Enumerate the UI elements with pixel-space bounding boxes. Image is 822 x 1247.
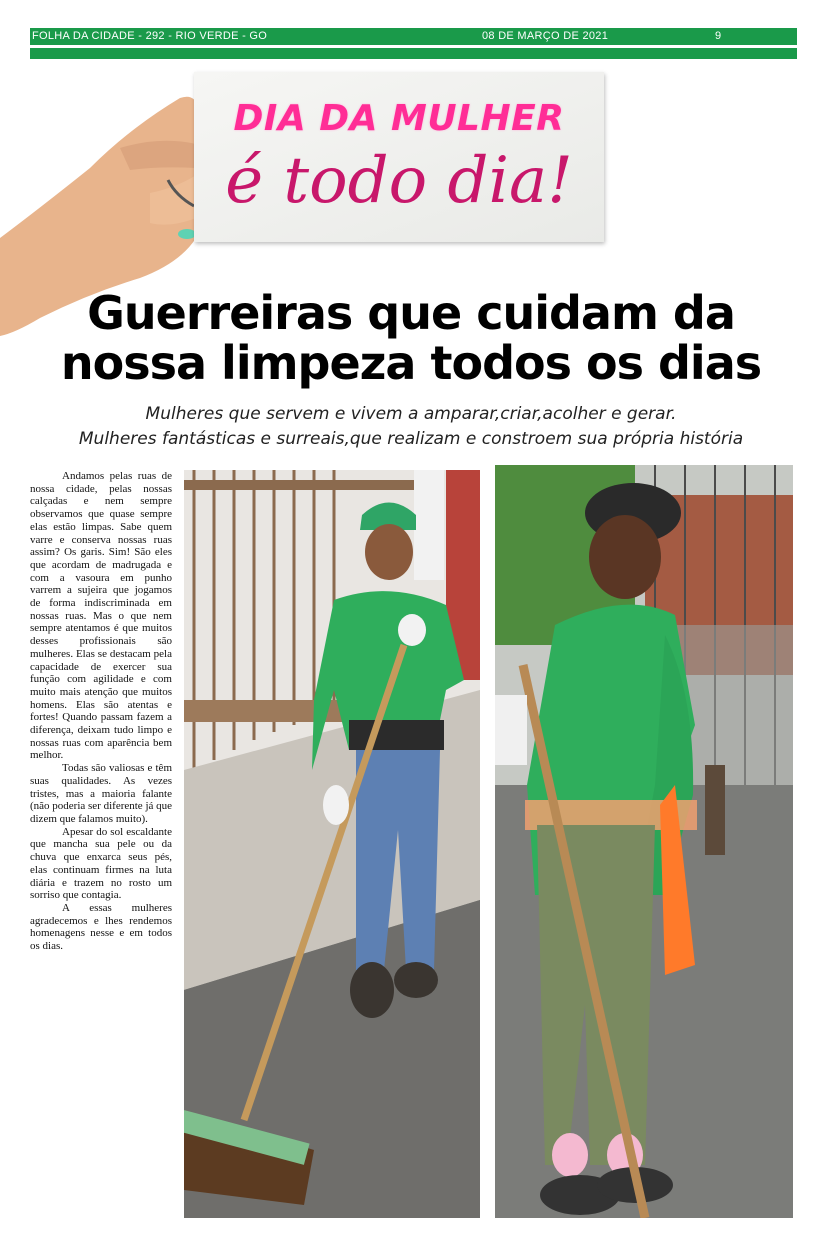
article-paragraph: A essas mulheres agradecemos e lhes rendemos homenagens nesse e em todos os dias. bbox=[30, 901, 172, 953]
card-title: DIA DA MULHER bbox=[233, 98, 565, 139]
article-paragraph: Todas são valiosas e têm suas qualidades. As vezes tristes, mas a maioria falante (não poderia ser diferente já que dizem que falamos muito). bbox=[30, 762, 173, 825]
card-slogan: é todo dia! bbox=[225, 144, 573, 218]
headline-line-2: nossa limpeza todos os dias bbox=[60, 336, 762, 390]
photo-street-sweeper-1 bbox=[184, 470, 480, 1218]
headline-line-1: Guerreiras que cuidam da bbox=[87, 286, 735, 340]
photo-street-sweeper-2 bbox=[495, 465, 793, 1218]
subtitle-line-2: Mulheres fantásticas e surreais,que realizam e constroem sua própria história bbox=[78, 429, 744, 449]
womens-day-card bbox=[194, 72, 604, 242]
issue-date: 08 DE MARÇO DE 2021 bbox=[482, 30, 609, 42]
header-divider bbox=[30, 48, 797, 59]
publication-info: FOLHA DA CIDADE - 292 - RIO VERDE - GO bbox=[32, 30, 268, 42]
article-paragraph: Andamos pelas ruas de nossa cidade, pelas nossas calçadas e nem sempre observamos que quase sempre elas estão limpas. Sabe quem varre e conserva nossas ruas assim? Os garis. Sim! São eles que acordam de madrugada e com a vasoura em punho varrem a sujeira que jogamos de forma indiscriminada em nossas ruas. Mas o que nem sempre atentamos é que muitos desses profissionais são mulheres. Elas se destacam pela capacidade de exercer sua função com agilidade e com muito mais atenção que muitos homens. Elas são atentas e fortes! Quando passam fazem a diferença, deixam tudo limpo e nossas ruas com aparência bem melhor. bbox=[30, 470, 172, 762]
header-bar bbox=[30, 28, 797, 45]
subtitle-line-1: Mulheres que servem e vivem a amparar,criar,acolher e gerar. bbox=[145, 404, 677, 424]
page-number: 9 bbox=[715, 30, 722, 42]
headline bbox=[20, 288, 802, 388]
article-paragraph: Apesar do sol escaldante que mancha sua pele ou da chuva que enxarca seus pés, elas continuam firmes na luta diária e trazem no rosto um sorriso que contagia. bbox=[30, 825, 172, 902]
subtitle bbox=[20, 402, 802, 452]
article-body bbox=[30, 470, 172, 953]
